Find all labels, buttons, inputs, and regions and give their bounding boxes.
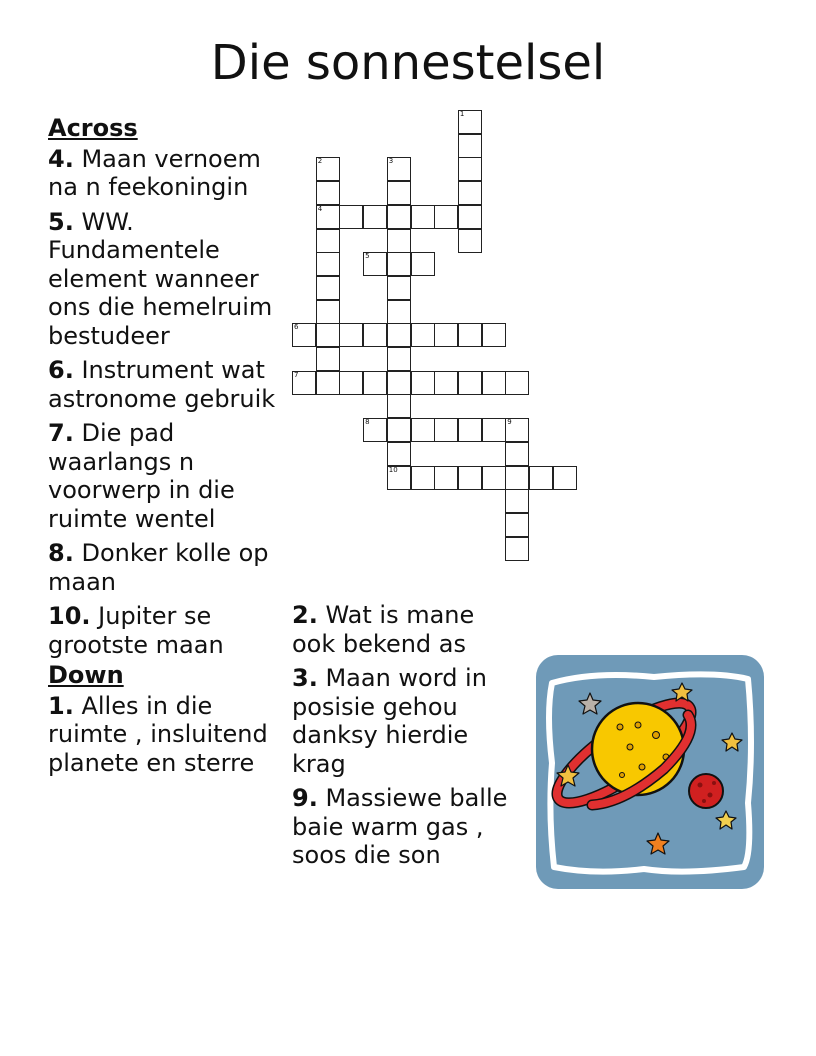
grid-cell[interactable] xyxy=(434,371,458,395)
grid-cell[interactable] xyxy=(411,252,435,276)
clue-down-2 xyxy=(292,601,522,658)
grid-cell[interactable] xyxy=(458,371,482,395)
grid-cell[interactable] xyxy=(482,418,506,442)
clue-number: 8. xyxy=(48,539,74,567)
grid-cell[interactable] xyxy=(363,205,387,229)
clue-text: WW. Fundamentele element wanneer ons die hemelruim bestudeer xyxy=(48,207,273,350)
grid-cell[interactable] xyxy=(434,466,458,490)
grid-cell[interactable] xyxy=(363,371,387,395)
grid-cell[interactable] xyxy=(387,205,411,229)
across-heading: Across xyxy=(48,114,138,142)
grid-cell[interactable] xyxy=(458,229,482,253)
grid-cell[interactable] xyxy=(316,347,340,371)
cell-number: 9 xyxy=(507,418,512,427)
grid-cell[interactable] xyxy=(339,205,363,229)
clue-down-3 xyxy=(292,664,522,778)
down-heading: Down xyxy=(48,661,124,689)
clue-number: 9. xyxy=(292,784,318,812)
grid-cell[interactable] xyxy=(316,371,340,395)
grid-cell[interactable] xyxy=(458,110,482,134)
clue-number: 4. xyxy=(48,144,74,173)
clue-across-4 xyxy=(48,145,288,202)
grid-cell[interactable] xyxy=(505,489,529,513)
grid-cell[interactable] xyxy=(387,276,411,300)
grid-cell[interactable] xyxy=(387,394,411,418)
grid-cell[interactable] xyxy=(482,371,506,395)
grid-cell[interactable] xyxy=(387,323,411,347)
grid-cell[interactable] xyxy=(316,323,340,347)
grid-cell[interactable] xyxy=(434,205,458,229)
grid-cell[interactable] xyxy=(316,229,340,253)
grid-cell[interactable] xyxy=(482,323,506,347)
grid-cell[interactable] xyxy=(411,323,435,347)
grid-cell[interactable] xyxy=(316,252,340,276)
clue-across-6 xyxy=(48,356,288,413)
grid-cell[interactable] xyxy=(505,418,529,442)
cell-number: 7 xyxy=(294,370,299,379)
grid-cell[interactable] xyxy=(339,371,363,395)
grid-cell[interactable] xyxy=(458,157,482,181)
clue-text: Alles in die ruimte , insluitend planete en sterre xyxy=(48,691,268,777)
grid-cell[interactable] xyxy=(411,466,435,490)
grid-cell[interactable] xyxy=(363,323,387,347)
clue-text: Jupiter se grootste maan xyxy=(48,602,224,659)
grid-cell[interactable] xyxy=(387,300,411,324)
saturn-planet-icon xyxy=(534,653,766,891)
cell-number: 2 xyxy=(317,157,323,166)
grid-cell[interactable] xyxy=(316,276,340,300)
grid-cell[interactable] xyxy=(363,418,387,442)
grid-cell[interactable] xyxy=(553,466,577,490)
grid-cell[interactable] xyxy=(458,205,482,229)
clue-text: Massiewe balle baie warm gas , soos die son xyxy=(292,784,508,869)
cell-number: 10 xyxy=(388,465,398,474)
grid-cell[interactable] xyxy=(387,371,411,395)
grid-cell[interactable] xyxy=(482,466,506,490)
grid-cell[interactable] xyxy=(434,418,458,442)
saturn-illustration xyxy=(534,653,766,891)
grid-cell[interactable] xyxy=(434,323,458,347)
grid-cell[interactable] xyxy=(316,205,340,229)
grid-cell[interactable] xyxy=(458,134,482,158)
grid-cell[interactable] xyxy=(505,442,529,466)
grid-cell[interactable] xyxy=(387,466,411,490)
grid-cell[interactable] xyxy=(387,442,411,466)
clue-number: 1. xyxy=(48,691,74,720)
clue-across-8 xyxy=(48,539,288,596)
clue-text: Donker kolle op maan xyxy=(48,539,269,596)
clue-across-7 xyxy=(48,419,288,533)
grid-cell[interactable] xyxy=(458,181,482,205)
grid-cell[interactable] xyxy=(387,418,411,442)
cell-number: 1 xyxy=(459,110,465,118)
clues-right-column xyxy=(292,601,522,876)
grid-cell[interactable] xyxy=(529,466,553,490)
clue-down-1 xyxy=(48,692,288,778)
grid-cell[interactable] xyxy=(316,181,340,205)
clue-across-10 xyxy=(48,602,288,659)
grid-cell[interactable] xyxy=(339,323,363,347)
grid-cell[interactable] xyxy=(363,252,387,276)
clue-number: 6. xyxy=(48,356,74,384)
grid-cell[interactable] xyxy=(316,157,340,181)
grid-cell[interactable] xyxy=(505,466,529,490)
grid-cell[interactable] xyxy=(505,537,529,561)
grid-cell[interactable] xyxy=(387,181,411,205)
grid-cell[interactable] xyxy=(411,371,435,395)
page-title: Die sonnestelsel xyxy=(210,35,606,91)
grid-cell[interactable] xyxy=(505,371,529,395)
grid-cell[interactable] xyxy=(387,347,411,371)
grid-cell[interactable] xyxy=(292,323,316,347)
red-planet xyxy=(689,774,723,808)
grid-cell[interactable] xyxy=(505,513,529,537)
cell-number: 5 xyxy=(365,252,370,261)
clue-across-5 xyxy=(48,208,288,351)
clue-down-9 xyxy=(292,784,522,870)
clue-text: Maan vernoem na n feekoningin xyxy=(48,144,261,201)
grid-cell[interactable] xyxy=(387,252,411,276)
clue-number: 7. xyxy=(48,419,74,447)
grid-cell[interactable] xyxy=(292,371,316,395)
clue-text: Wat is mane ook bekend as xyxy=(292,601,475,658)
grid-cell[interactable] xyxy=(387,157,411,181)
cell-number: 3 xyxy=(388,157,394,166)
grid-cell[interactable] xyxy=(316,300,340,324)
grid-cell[interactable] xyxy=(411,418,435,442)
clue-text: Instrument wat astronome gebruik xyxy=(48,356,276,413)
clue-text: Die pad waarlangs n voorwerp in die ruimte wentel xyxy=(48,419,235,533)
clue-number: 10. xyxy=(48,602,91,630)
grid-cell[interactable] xyxy=(458,466,482,490)
grid-cell[interactable] xyxy=(458,418,482,442)
grid-cell[interactable] xyxy=(387,229,411,253)
cell-number: 8 xyxy=(365,418,370,427)
clue-text: Maan word in posisie gehou danksy hierdie krag xyxy=(292,664,487,778)
clues-left-column xyxy=(48,114,288,783)
clue-number: 2. xyxy=(292,601,318,629)
saturn-body xyxy=(592,703,684,795)
grid-cell[interactable] xyxy=(411,205,435,229)
cell-number: 4 xyxy=(317,204,323,213)
clue-number: 5. xyxy=(48,207,74,236)
cell-number: 6 xyxy=(294,323,299,332)
clue-number: 3. xyxy=(292,664,318,692)
grid-cell[interactable] xyxy=(458,323,482,347)
